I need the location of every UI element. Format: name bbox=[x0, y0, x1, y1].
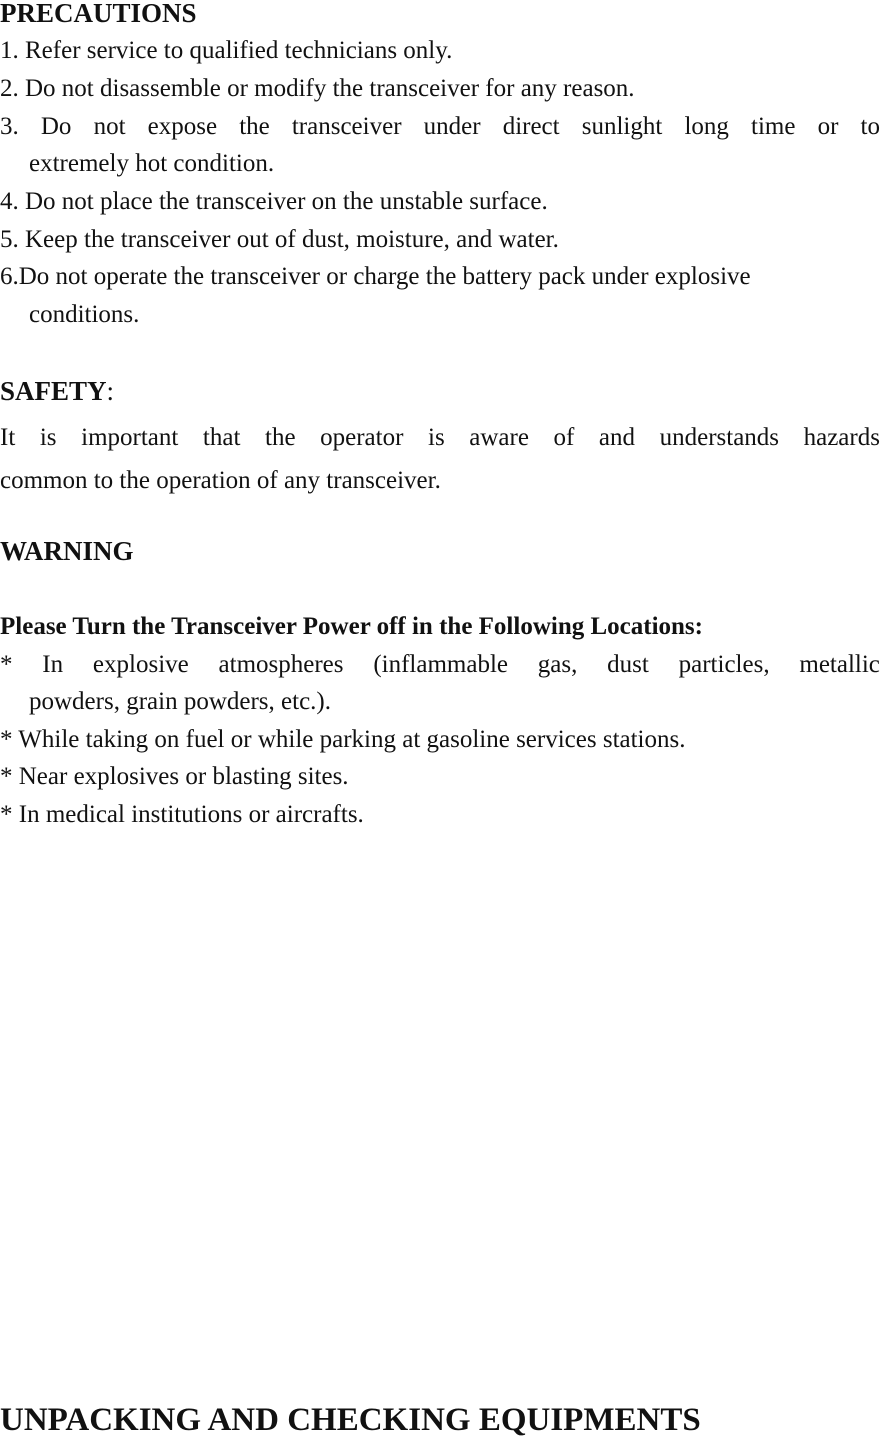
warning-bullet-2: * While taking on fuel or while parking at gasoline services stations. bbox=[0, 726, 686, 753]
word: of bbox=[553, 424, 575, 451]
word: gas, bbox=[537, 651, 578, 678]
word: (inflammable bbox=[373, 651, 508, 678]
safety-heading bbox=[0, 378, 114, 405]
safety-colon: : bbox=[106, 376, 115, 406]
word: important bbox=[81, 424, 179, 451]
word: aware bbox=[469, 424, 529, 451]
word: sunlight bbox=[581, 113, 663, 140]
precaution-item-1: 1. Refer service to qualified technicians only. bbox=[0, 37, 453, 64]
word: understands bbox=[659, 424, 780, 451]
warning-heading: WARNING bbox=[0, 536, 134, 566]
word: under bbox=[423, 113, 481, 140]
word: not bbox=[93, 113, 126, 140]
word: time bbox=[751, 113, 796, 140]
word: direct bbox=[502, 113, 560, 140]
word: atmospheres bbox=[218, 651, 344, 678]
word: metallic bbox=[799, 651, 880, 678]
word: is bbox=[428, 424, 445, 451]
word: 3. bbox=[0, 113, 19, 140]
warning-bullet-1-continued: powders, grain powders, etc.). bbox=[29, 688, 331, 715]
word: It bbox=[0, 424, 16, 451]
word: or bbox=[817, 113, 839, 140]
word: the bbox=[265, 424, 296, 451]
precaution-item-5: 5. Keep the transceiver out of dust, moisture, and water. bbox=[0, 226, 559, 253]
word: dust bbox=[607, 651, 649, 678]
safety-title: SAFETY bbox=[0, 376, 107, 406]
word: that bbox=[202, 424, 241, 451]
word: long bbox=[684, 113, 729, 140]
word: the bbox=[239, 113, 270, 140]
precaution-item-3 bbox=[0, 114, 880, 139]
word: is bbox=[39, 424, 57, 451]
word: operator bbox=[320, 424, 404, 451]
precaution-item-6-continued: conditions. bbox=[29, 301, 140, 328]
word: and bbox=[598, 424, 636, 451]
word: hazards bbox=[803, 424, 880, 451]
warning-bullet-4: * In medical institutions or aircrafts. bbox=[0, 801, 364, 828]
safety-paragraph-line-1 bbox=[0, 425, 880, 450]
word: expose bbox=[147, 113, 218, 140]
precautions-heading: PRECAUTIONS bbox=[0, 0, 197, 28]
word: In bbox=[42, 651, 64, 678]
safety-paragraph-line-2: common to the operation of any transceiver. bbox=[0, 467, 441, 494]
unpacking-heading: UNPACKING AND CHECKING EQUIPMENTS bbox=[0, 1402, 701, 1438]
word: particles, bbox=[678, 651, 770, 678]
word: Do bbox=[40, 113, 72, 140]
precaution-item-6: 6.Do not operate the transceiver or charge the battery pack under explosive bbox=[0, 263, 751, 290]
word: to bbox=[860, 113, 880, 140]
warning-bullet-1 bbox=[0, 652, 880, 677]
precaution-item-3-continued: extremely hot condition. bbox=[29, 150, 275, 177]
warning-bullet-3: * Near explosives or blasting sites. bbox=[0, 763, 349, 790]
word: transceiver bbox=[291, 113, 402, 140]
warning-subtitle: Please Turn the Transceiver Power off in the Following Locations: bbox=[0, 613, 703, 640]
precaution-item-2: 2. Do not disassemble or modify the transceiver for any reason. bbox=[0, 75, 635, 102]
precaution-item-4: 4. Do not place the transceiver on the unstable surface. bbox=[0, 188, 548, 215]
word: * bbox=[0, 651, 13, 678]
word: explosive bbox=[92, 651, 189, 678]
